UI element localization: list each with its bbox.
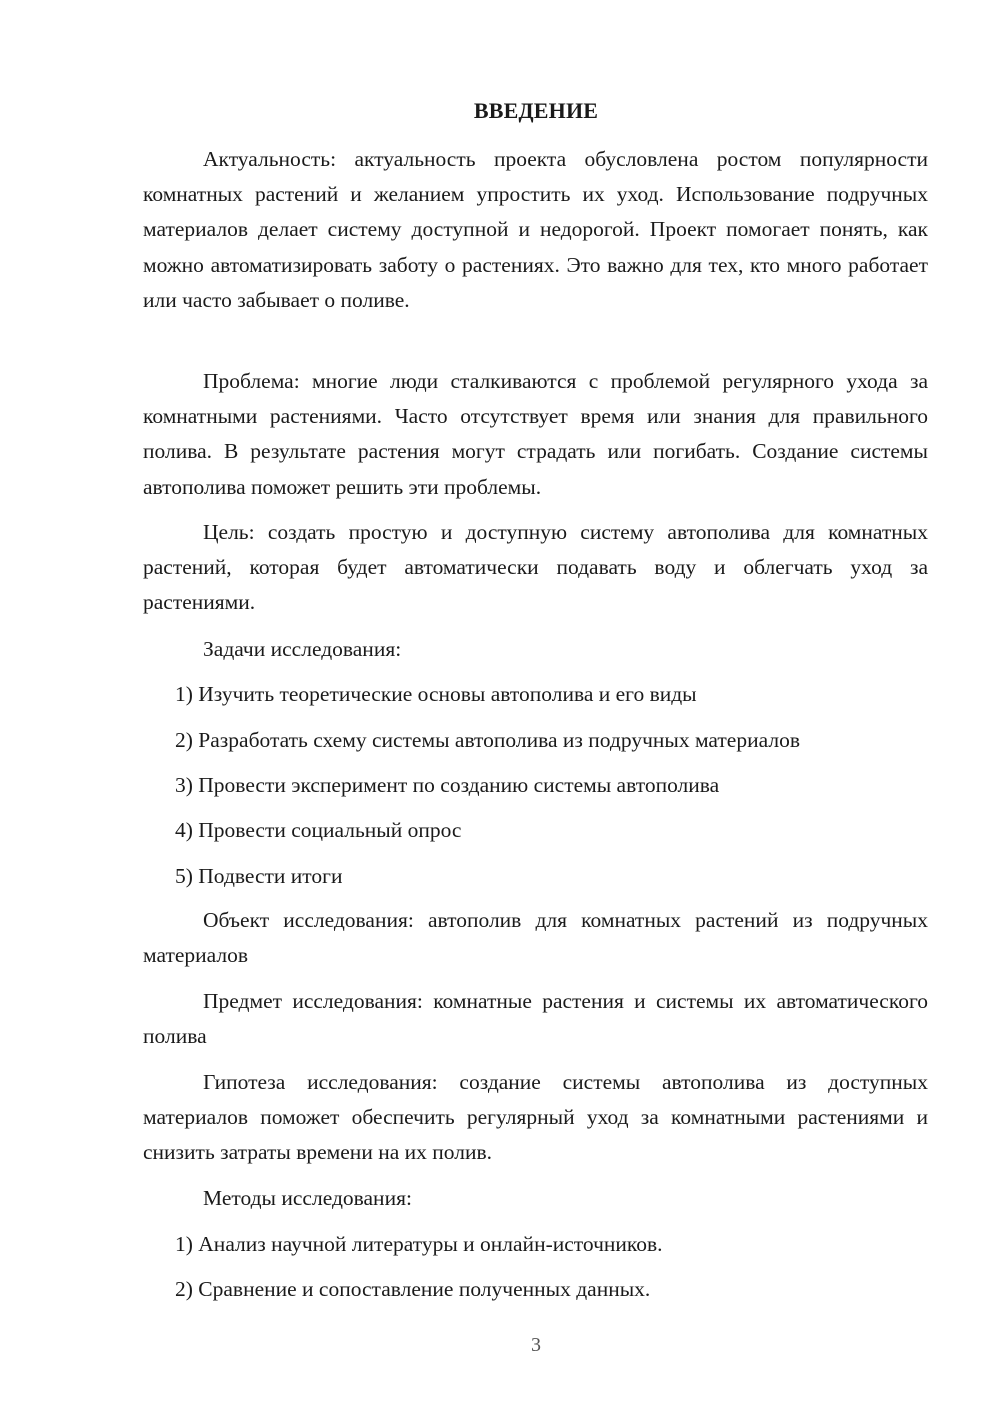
task-item-2: 2) Разработать схему системы автополива из подручных материалов: [175, 728, 800, 752]
relevance-text: Актуальность: актуальность проекта обусловлена ростом популярности комнатных растений и желанием упростить их уход. Использование подручных материалов делает систему доступной и недорогой. Проект помогает понять, как можно автоматизировать заботу о растениях. Это важно для тех, кто много работает или часто забывает о поливе.: [143, 147, 928, 312]
goal-paragraph: [143, 515, 928, 621]
method-item-2: 2) Сравнение и сопоставление полученных данных.: [175, 1277, 651, 1301]
subject-text: Предмет исследования: комнатные растения и системы их автоматического полива: [143, 989, 928, 1049]
task-item-3: 3) Провести эксперимент по созданию системы автополива: [175, 773, 720, 797]
task-item-5: 5) Подвести итоги: [175, 864, 343, 888]
page-number: 3: [531, 1334, 541, 1356]
object-paragraph: [143, 903, 928, 973]
hypothesis-text: Гипотеза исследования: создание системы автополива из доступных материалов поможет обеспечить регулярный уход за комнатными растениями и снизить затраты времени на их полив.: [143, 1070, 928, 1165]
subject-paragraph: [143, 984, 928, 1054]
problem-text: Проблема: многие люди сталкиваются с проблемой регулярного ухода за комнатными растениями. Часто отсутствует время или знания для правильного полива. В результате растения могут страдать или погибать. Создание системы автополива поможет решить эти проблемы.: [143, 369, 928, 499]
problem-paragraph: [143, 364, 928, 505]
section-heading-text: ВВЕДЕНИЕ: [473, 98, 599, 123]
task-item-4: 4) Провести социальный опрос: [175, 818, 462, 842]
section-heading: [0, 96, 1000, 126]
relevance-paragraph: [143, 142, 928, 318]
task-item-1: 1) Изучить теоретические основы автополива и его виды: [175, 682, 697, 706]
object-text: Объект исследования: автополив для комнатных растений из подручных материалов: [143, 908, 928, 968]
hypothesis-paragraph: [143, 1065, 928, 1171]
method-item-1: 1) Анализ научной литературы и онлайн-источников.: [175, 1232, 663, 1256]
tasks-intro: Задачи исследования:: [203, 637, 402, 661]
methods-intro: Методы исследования:: [203, 1186, 412, 1210]
goal-text: Цель: создать простую и доступную систему автополива для комнатных растений, которая будет автоматически подавать воду и облегчать уход за растениями.: [143, 520, 928, 615]
